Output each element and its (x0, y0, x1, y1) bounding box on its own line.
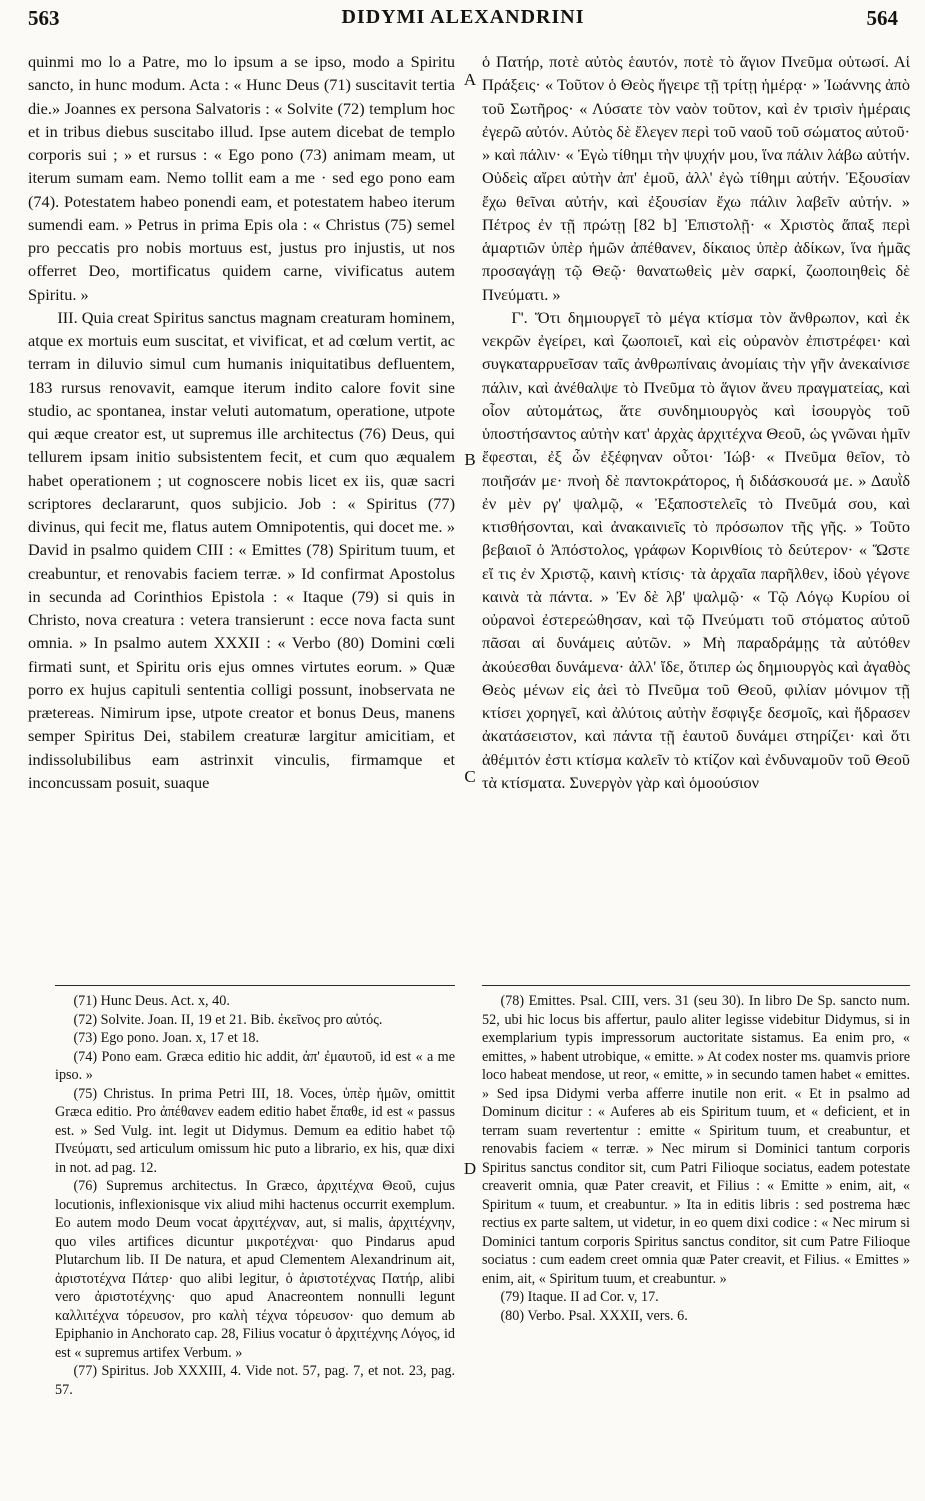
greek-paragraph: ὁ Πατήρ, ποτὲ αὐτὸς ἑαυτόν, ποτὲ τὸ ἅγιον Πνεῦμα οὑτωσί. Αἱ Πράξεις· « Τοῦτον ὁ Θεὸς ἤγειρε τῇ τρίτῃ ἡμέρᾳ· » Ἰωάννης ἀπὸ τοῦ Σωτῆρος· « Λύσατε τὸν ναὸν τοῦτον, καὶ ἐν τρισὶν ἡμέραις ἐγερῶ αὐτόν. Αὐτὸς δὲ ἔλεγεν περὶ τοῦ ναοῦ τοῦ σώματος αὐτοῦ· » καὶ πάλιν· « Ἐγὼ τίθημι τὴν ψυχήν μου, ἵνα πάλιν λάβω αὐτήν. Οὐδεὶς αἴρει αὐτὴν ἀπ' ἐμοῦ, ἀλλ' ἐγὼ τίθημι αὐτήν. Ἐξουσίαν ἔχω θεῖναι αὐτήν, καὶ ἐξουσίαν ἔχω πάλιν λαβεῖν αὐτήν. » Πέτρος ἐν τῇ πρώτῃ [82 b] Ἐπιστολῇ· « Χριστὸς ἅπαξ περὶ ἁμαρτιῶν ὑπὲρ ἡμῶν ἀπέθανεν, δίκαιος ὑπὲρ ἀδίκων, ἵνα ἡμᾶς προσαγάγῃ τῷ Θεῷ· θανατωθεὶς μὲν σαρκί, ζωοποιηθεὶς δὲ Πνεύματι. » (482, 52, 910, 304)
footnote: (76) Supremus architectus. In Græco, ἀρχιτέχνα Θεοῦ, cujus locutionis, inflexionisque vix aliud mihi hactenus occurrit exemplum. Eo autem modo Deum vocat ἀρχιτέχναν, aut, si malis, ἀρχιτέχνην, quo viles artifices dicuntur μικροτέχναι· quo Pindarus apud Plutarchum lib. II De natura, et apud Clementem Alexandrinum ait, ἀριστοτέχνα Πάτερ· quo alibi legitur, ὁ ἀριστοτέχνας Πατήρ, alibi vero ἀριστοτέχνης· quo apud Anacreontem nonnulli legunt καλλιτέχνα τόρευσον, pro καλὴ τέχνα τόρευσον· quo demum ab Epiphanio in Anchorato cap. 28, Filius vocatur ὁ ἀρχιτέχνης Λόγος, id est « supremus artifex Verbum. » (55, 1178, 455, 1361)
greek-column (482, 50, 910, 794)
footnote: (79) Itaque. II ad Cor. v, 17. (500, 1289, 659, 1305)
footnote-divider-left (55, 985, 455, 986)
page-number-right: 564 (866, 6, 898, 30)
running-header (28, 6, 898, 42)
footnote-divider-right (482, 985, 910, 986)
footnote: (71) Hunc Deus. Act. x, 40. (73, 993, 230, 1009)
latin-paragraph: quinmi mo lo a Patre, mo lo ipsum a se ipso, modo a Spiritu sancto, in hunc modum. Acta : « Hunc Deus (71) suscitavit tertia die.» Joannes ex persona Salvatoris : « Solvite (72) templum hoc et in tribus diebus suscitabo illud. Ipse autem dicebat de templo corporis sui ; » et rursus : « Ego pono (73) animam meam, ut iterum sumam eam. Nemo tollit eam a me · sed ego pono eam (74). Potestatem habeo ponendi eam, et potestatem habeo iterum sumendi eam. » Petrus in prima Epis ola : « Christus (75) semel pro peccatis pro nobis mortuus est, justus pro injustis, ut nos offerret Deo, mortificatus quidem carne, vivificatus autem Spiritu. » (28, 52, 455, 304)
footnotes-right (482, 992, 910, 1325)
latin-paragraph: III. Quia creat Spiritus sanctus magnam creaturam hominem, atque ex mortuis eum suscitat, et vivificat, et ad cœlum vertit, ac terram in diluvio simul cum humanis iniquitatibus defluentem, 183 rursus renovavit, eamque iterum indito calore fovit sine studio, ac spontanea, instar veluti automatum, operatione, utpote qui æque creator est, ut supremus ille architectus (76) Deus, qui tellurem ipsam initio subsistentem fecit, et cum quo æqualem habet operationem ; ut cognoscere nobis licet ex iis, quæ sacri scriptores declararunt, quos subjicio. Job : « Spiritus (77) divinus, qui fecit me, flatus autem Omnipotentis, qui docet me. » David in psalmo quidem CIII : « Emittes (78) Spiritum tuum, et creabuntur, et renovabis faciem terræ. » Id confirmat Apostolus in secunda ad Corinthios Epistola : « Itaque (79) si quis in Christo, nova creatura : vetera transierunt : ecce nova facta sunt omnia. » In psalmo autem XXXII : « Verbo (80) Domini cœli firmati sunt, et Spiritu oris ejus omnes virtutes eorum. » Quæ porro ex hujus capituli sententia colligi possunt, inobservata ne prætereas. Nimirum ipse, utpote creator et bonus Deus, manens semper Spiritus Dei, stabilem creaturæ largitur amicitiam, et indissolubilibus eam astrinxit vinculis, firmamque et inconcussam posuit, suaque (28, 307, 455, 792)
footnote: (77) Spiritus. Job XXXIII, 4. Vide not. 57, pag. 7, et not. 23, pag. 57. (55, 1363, 455, 1398)
margin-letter-b: B (464, 450, 476, 469)
footnote: (74) Pono eam. Græca editio hic addit, ἀπ' ἐμαυτοῦ, id est « a me ipso. » (55, 1048, 455, 1083)
margin-letter-d: D (463, 1159, 477, 1178)
margin-letter-c: C (464, 767, 476, 786)
footnote: (75) Christus. In prima Petri III, 18. Voces, ὑπὲρ ἡμῶν, omittit Græca editio. Pro ἀπέθανεν eadem editio habet ἔπαθε, id est « passus est. » Sed Vulg. int. legit ut Didymus. Demum ea editio habet τῷ Πνεύματι, sed articulum omissum hic puto a librario, ex his, quæ dixi in not. ad pag. 12. (55, 1085, 455, 1176)
latin-column (28, 50, 455, 794)
footnote: (72) Solvite. Joan. II, 19 et 21. Bib. ἐκεῖνος pro αὐτός. (73, 1011, 383, 1028)
greek-paragraph: Γ'. Ὅτι δημιουργεῖ τὸ μέγα κτίσμα τὸν ἄνθρωπον, καὶ ἐκ νεκρῶν ἐγείρει, καὶ ζωοποιεῖ, καὶ εἰς οὐρανὸν ἐπιστρέφει· καὶ συγκαταρρυεῖσαν ταῖς ἀνθρωπίναις ἀνομίαις τὴν γῆν ἀνεκαίνισε πάλιν, καὶ ἀνέθαλψε τὸ Πνεῦμα τὸ ἅγιον ἄνευ πραγματείας, καὶ οἷον αὐτομάτως, ἅτε συνδημιουργὸς καὶ ἰσουργὸς τοῦ ὑποστήσαντος αὐτὴν κατ' ἀρχὰς ἀρχιτέχνα Θεοῦ, ὡς γνῶναι ἡμῖν ἔφεσται, ἐξ ὧν ἐξέφηναν οὗτοι· Ἰώβ· « Πνεῦμα θεῖον, τὸ ποιῆσάν με· πνοὴ δὲ παντοκράτορος, ἡ διδάσκουσά με. » Δαυῒδ ἐν μὲν ργ' ψαλμῷ, « Ἐξαποστελεῖς τὸ Πνεῦμά σου, καὶ κτισθήσονται, καὶ ἀνακαινιεῖς τὸ πρόσωπον τῆς γῆς. » Τοῦτο βεβαιοῖ ὁ Ἀπόστολος, γράφων Κορινθίοις τὸ δεύτερον· « Ὥστε εἴ τις ἐν Χριστῷ, καινὴ κτίσις· τὰ ἀρχαῖα παρῆλθεν, ἰδοὺ γέγονε καινὰ τὰ πάντα. » Ἐν δὲ λβ' ψαλμῷ· « Τῷ Λόγῳ Κυρίου οἱ οὐρανοὶ ἐστερεώθησαν, καὶ τῷ Πνεύματι τοῦ στόματος αὐτοῦ πᾶσαι αἱ δυνάμεις αὐτῶν. » Μὴ παραδράμῃς τὰ αὐτόθεν ἀκούεσθαι δυνάμενα· ἀλλ' ἴδε, ὅτιπερ ὡς δημιουργὸς καὶ ἀγαθὸς Θεὸς μένων εἰς ἀεὶ τὸ Πνεῦμα τοῦ Θεοῦ, φιλίαν μόνιμον τῇ κτίσει χορηγεῖ, καὶ ἀλύτοις αὐτὴν ἔσφιγξε δεσμοῖς, καὶ ἥδρασεν ἀκατάσειστον, καὶ πάντα τῇ ἑαυτοῦ δυνάμει στηρίζει· καὶ ὅτι ἀθέμιτόν ἐστι κτίσμα καλεῖν τὸ κτίζον καὶ ἐνδυναμοῦν τοῦ Θεοῦ τὰ κτίσματα. Συνεργὸν γὰρ καὶ ὁμοούσιον (482, 307, 910, 792)
footnotes-left (55, 992, 455, 1399)
margin-letter-a: A (463, 70, 477, 89)
footnote: (73) Ego pono. Joan. x, 17 et 18. (73, 1030, 260, 1046)
footnote: (78) Emittes. Psal. CIII, vers. 31 (seu 30). In libro De Sp. sancto num. 52, ubi hic locus bis affertur, paulo aliter legisse videbitur Didymus, si in exemplarium typis impressorum auctoritate sistamus. Ea enim pro, « emittes, » habent utrobique, « emitte. » At codex noster ms. quamvis priore loco habeat mendose, ut reor, « emitte, » in secundo tamen habet « emittes. » Sed ipsa Didymi verba afferre inutile non erit. « Et in psalmo ad Dominum dicitur : « Auferes ab eis Spiritum tuum, et « deficient, et in terram suam revertentur : emitte « Spiritum tuum, et creabuntur, et renovabis faciem « terræ. » Nec mirum si Dominici tantum corporis Spiritus sanctus conditor sit, cum Patri Filioque sociatus, eadem potestate creaverit omnia, quæ Pater creavit, et Filius : « Emitte » enim, ait, « Spiritum « tuum, et creabuntur. » Ita in editis libris : sed postrema hæc rectius ex parte saltem, ut videtur, in eo quem dixi codice : « Nec mirum si Dominici tantum corporis Spiritus sanctus conditor, sit cum Patre Filioque sociatus : cum eadem creet omnia quæ Pater creavit, et Filius. « Emittes » enim, ait, « Spiritum tuum, et creabuntur. » (482, 993, 910, 1287)
running-title: DIDYMI ALEXANDRINI (341, 6, 585, 28)
page-number-left: 563 (28, 6, 60, 30)
footnote: (80) Verbo. Psal. XXXII, vers. 6. (500, 1307, 688, 1324)
